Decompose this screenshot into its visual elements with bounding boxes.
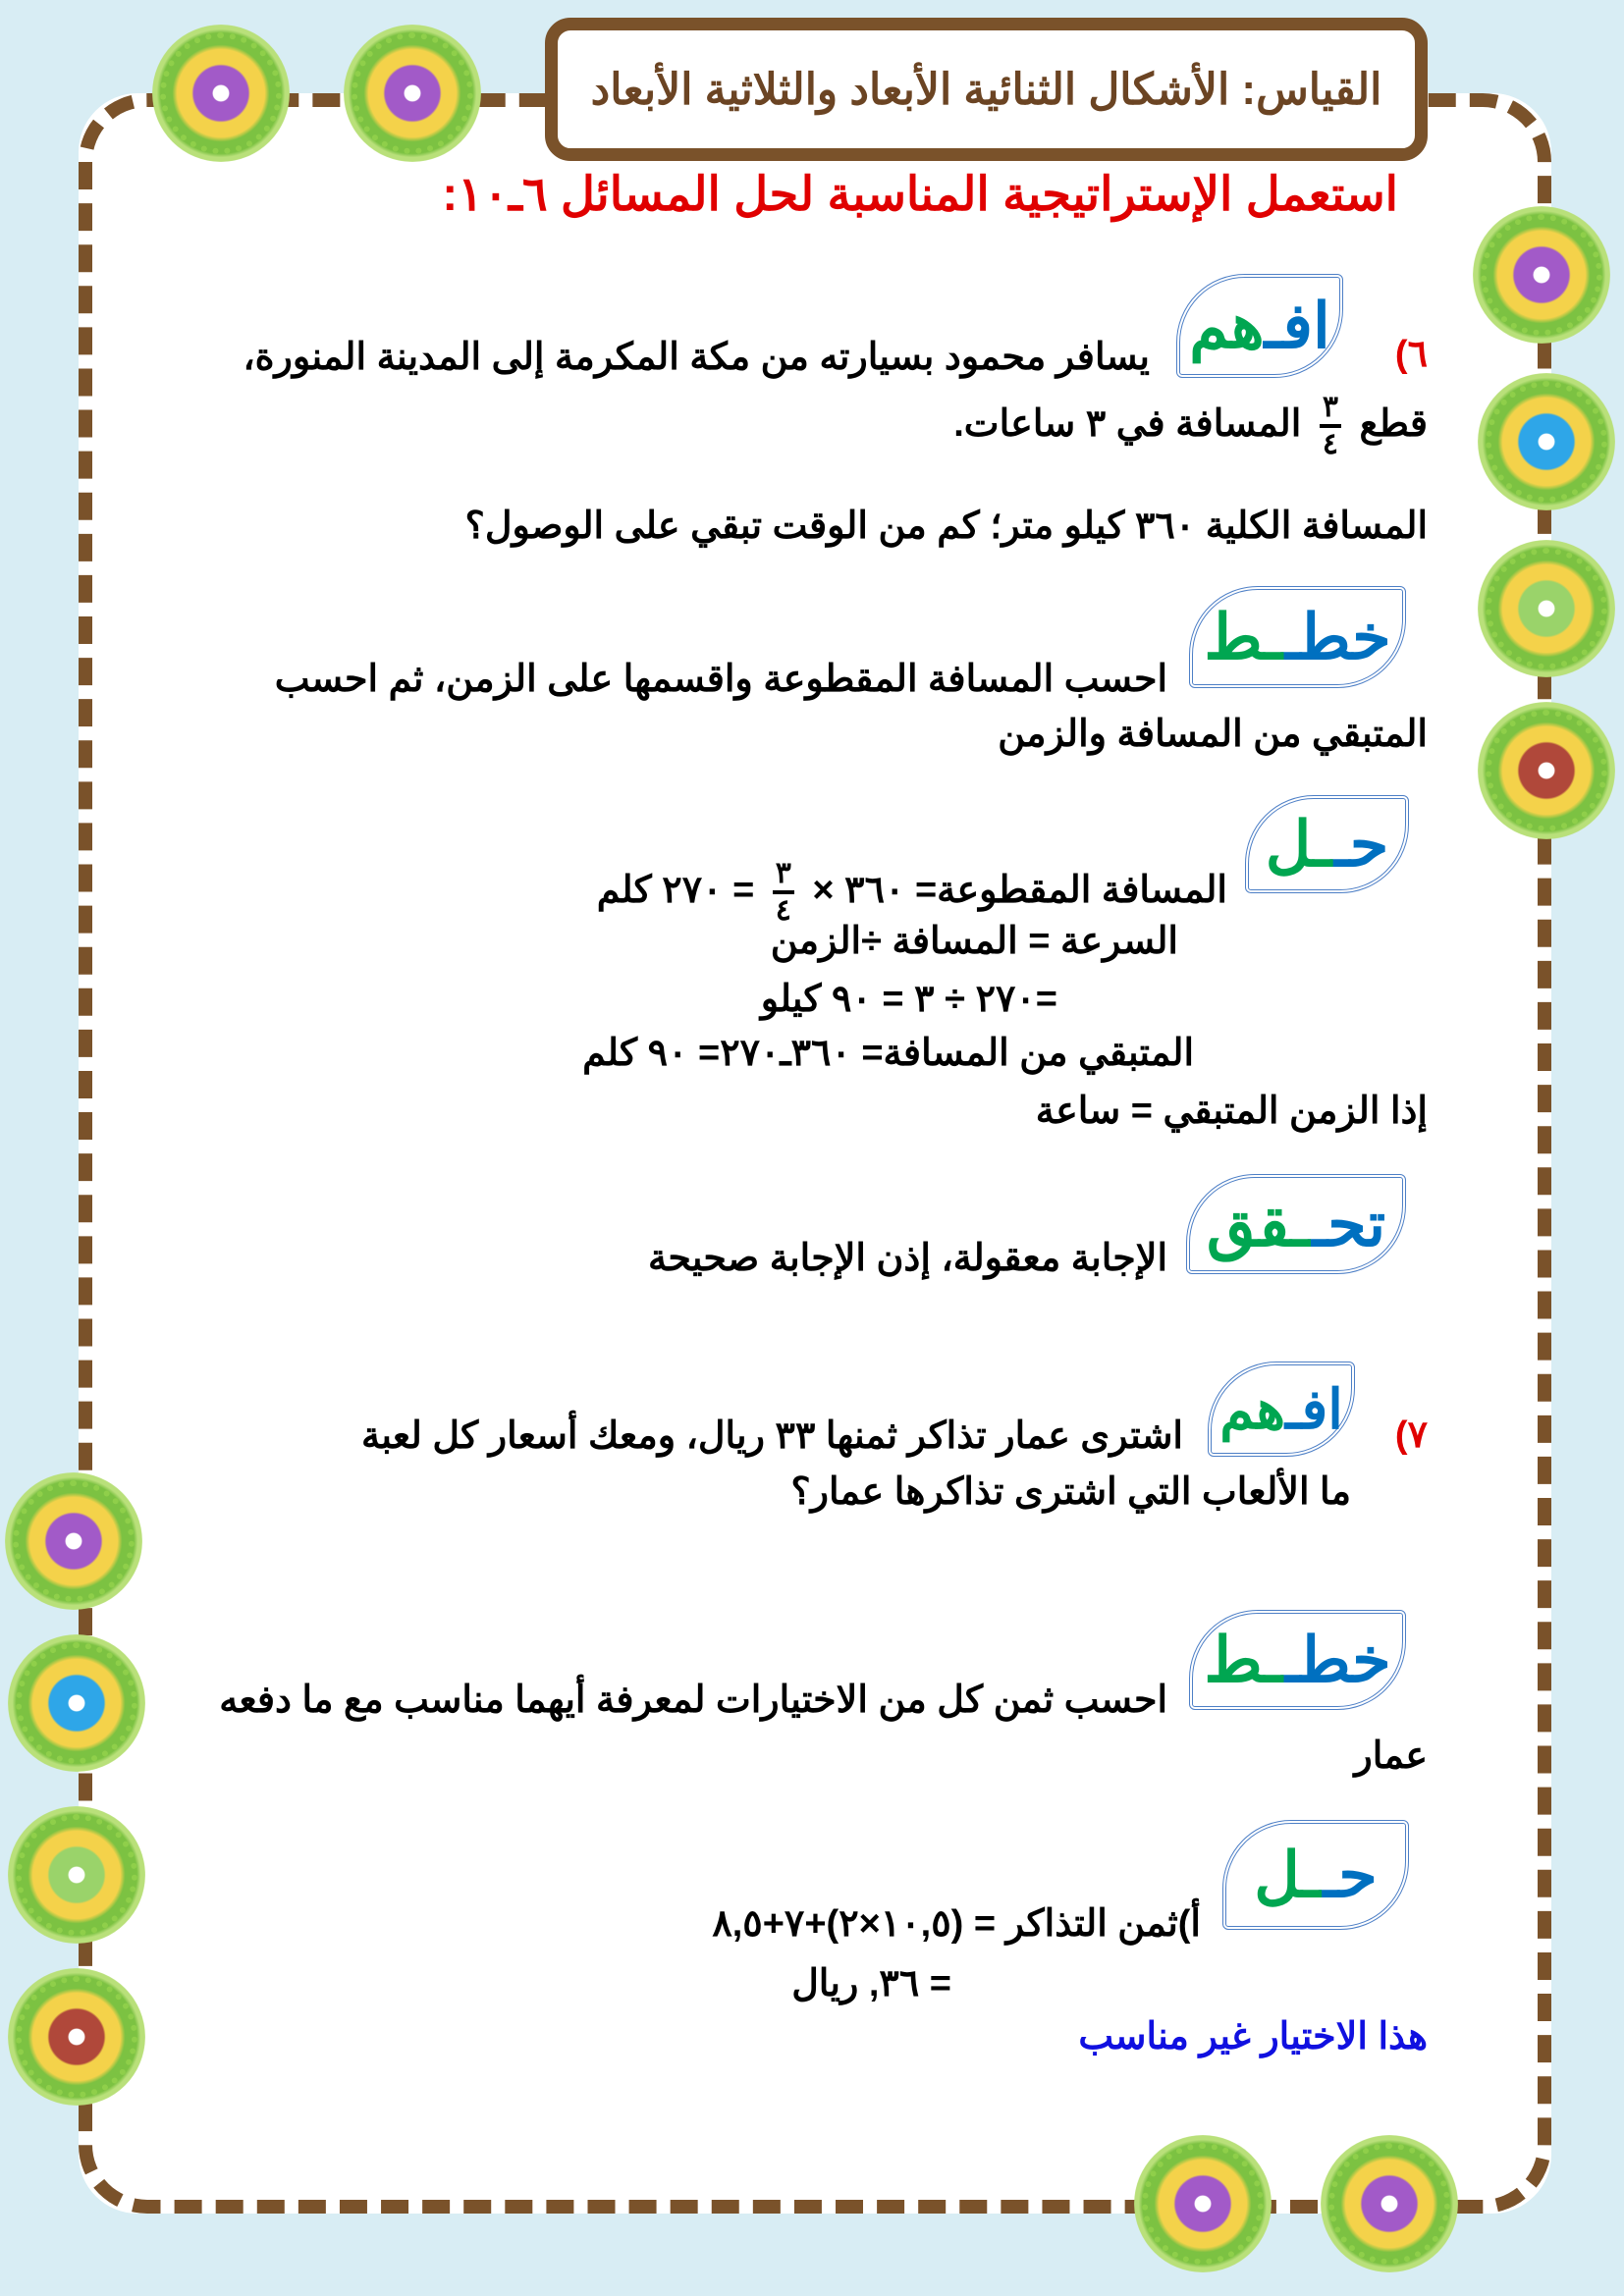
- flower-decoration-icon: [1478, 540, 1615, 677]
- question-6-line3: المسافة الكلية ٣٦٠ كيلو متر؛ كم من الوقت تبقي على الوصول؟: [464, 506, 1428, 547]
- text: قطع: [1359, 403, 1428, 446]
- tag-text: خطـ: [1281, 1624, 1391, 1695]
- question-7-solution-line1: أ)ثمن التذاكر = (١٠,٥×٢)+٧+٨,٥: [712, 1903, 1201, 1945]
- header-title: القياس: الأشكال الثنائية الأبعاد والثلاثية الأبعاد: [590, 65, 1382, 114]
- fraction-numerator: ٣: [1322, 391, 1338, 423]
- text: = ٢٧٠ كلم: [596, 870, 755, 912]
- text: المسافة المقطوعة= ٣٦٠ ×: [812, 870, 1227, 912]
- flower-decoration-icon: [8, 1806, 145, 1944]
- question-6-line1: يسافر محمود بسيارته من مكة المكرمة إلى المدينة المنورة،: [243, 337, 1150, 378]
- tag-text: ـط: [1204, 601, 1282, 672]
- tag-text: ـط: [1204, 1624, 1282, 1695]
- tag-text: ـقق: [1206, 1188, 1310, 1259]
- question-6-plan-line1: احسب المسافة المقطوعة واقسمها على الزمن، ثم احسب: [274, 659, 1167, 700]
- tag-text: خطـ: [1281, 601, 1391, 672]
- tag-text: هم: [1219, 1377, 1286, 1440]
- fraction: [1320, 393, 1341, 459]
- tag-text: هم: [1189, 290, 1265, 361]
- solution-line3: =٢٧٠ ÷ ٣ = ٩٠ كيلو: [760, 979, 1057, 1020]
- header-title-box: [545, 18, 1428, 161]
- question-7-solution-line2: = ٣٦, ريال: [791, 1963, 951, 2004]
- tag-text: ـل: [1265, 808, 1331, 880]
- flower-decoration-icon: [8, 1968, 145, 2106]
- tag-text: ـل: [1254, 1839, 1321, 1910]
- question-7-line1: اشترى عمار تذاكر ثمنها ٣٣ ريال، ومعك أسعار كل لعبة: [361, 1415, 1183, 1457]
- question-6-plan-line2: المتبقي من المسافة والزمن: [998, 714, 1428, 755]
- tag-text: افـ: [1285, 1377, 1343, 1440]
- tag-plan: [1189, 1610, 1406, 1710]
- tag-understand: [1176, 274, 1343, 378]
- fraction: [773, 859, 794, 926]
- tag-text: حـ: [1320, 1839, 1378, 1910]
- verdict-text: هذا الاختيار غير مناسب: [1078, 2016, 1428, 2057]
- solution-line1: [597, 859, 1227, 926]
- fraction-denominator: ٤: [775, 894, 791, 927]
- tag-solve: [1222, 1820, 1409, 1930]
- tag-check: [1186, 1174, 1406, 1274]
- solution-line4: المتبقي من المسافة= ٣٦٠ـ٢٧٠= ٩٠ كلم: [582, 1033, 1194, 1074]
- flower-decoration-icon: [5, 1472, 142, 1610]
- tag-solve: [1245, 795, 1409, 893]
- instruction-heading: استعمل الإستراتيجية المناسبة لحل المسائل ٦ـ١٠:: [442, 169, 1398, 221]
- flower-decoration-icon: [344, 25, 481, 162]
- question-6-line2: [953, 393, 1428, 459]
- question-7-plan-line1: احسب ثمن كل من الاختيارات لمعرفة أيهما مناسب مع ما دفعه: [219, 1680, 1167, 1721]
- check-text: الإجابة معقولة، إذن الإجابة صحيحة: [647, 1238, 1167, 1279]
- fraction-numerator: ٣: [775, 857, 791, 889]
- tag-text: تحـ: [1309, 1188, 1386, 1259]
- question-7-line2: ما الألعاب التي اشترى تذاكرها عمار؟: [790, 1471, 1351, 1513]
- flower-decoration-icon: [1478, 373, 1615, 510]
- flower-decoration-icon: [1478, 702, 1615, 839]
- fraction-denominator: ٤: [1322, 428, 1338, 460]
- tag-text: حـ: [1330, 808, 1389, 880]
- solution-line5: إذا الزمن المتبقي = ساعة: [1035, 1091, 1428, 1132]
- flower-decoration-icon: [1473, 206, 1610, 344]
- question-7-plan-line2: عمار: [1354, 1735, 1428, 1777]
- question-7-number: ٧): [1394, 1415, 1428, 1456]
- question-6-number: ٦): [1394, 334, 1428, 375]
- flower-decoration-icon: [8, 1634, 145, 1772]
- solution-line2: السرعة = المسافة ÷الزمن: [770, 921, 1178, 962]
- flower-decoration-icon: [1134, 2135, 1272, 2272]
- tag-text: افـ: [1264, 290, 1330, 361]
- text: المسافة في ٣ ساعات.: [953, 403, 1302, 446]
- flower-decoration-icon: [152, 25, 290, 162]
- flower-decoration-icon: [1321, 2135, 1458, 2272]
- tag-plan: [1189, 586, 1406, 688]
